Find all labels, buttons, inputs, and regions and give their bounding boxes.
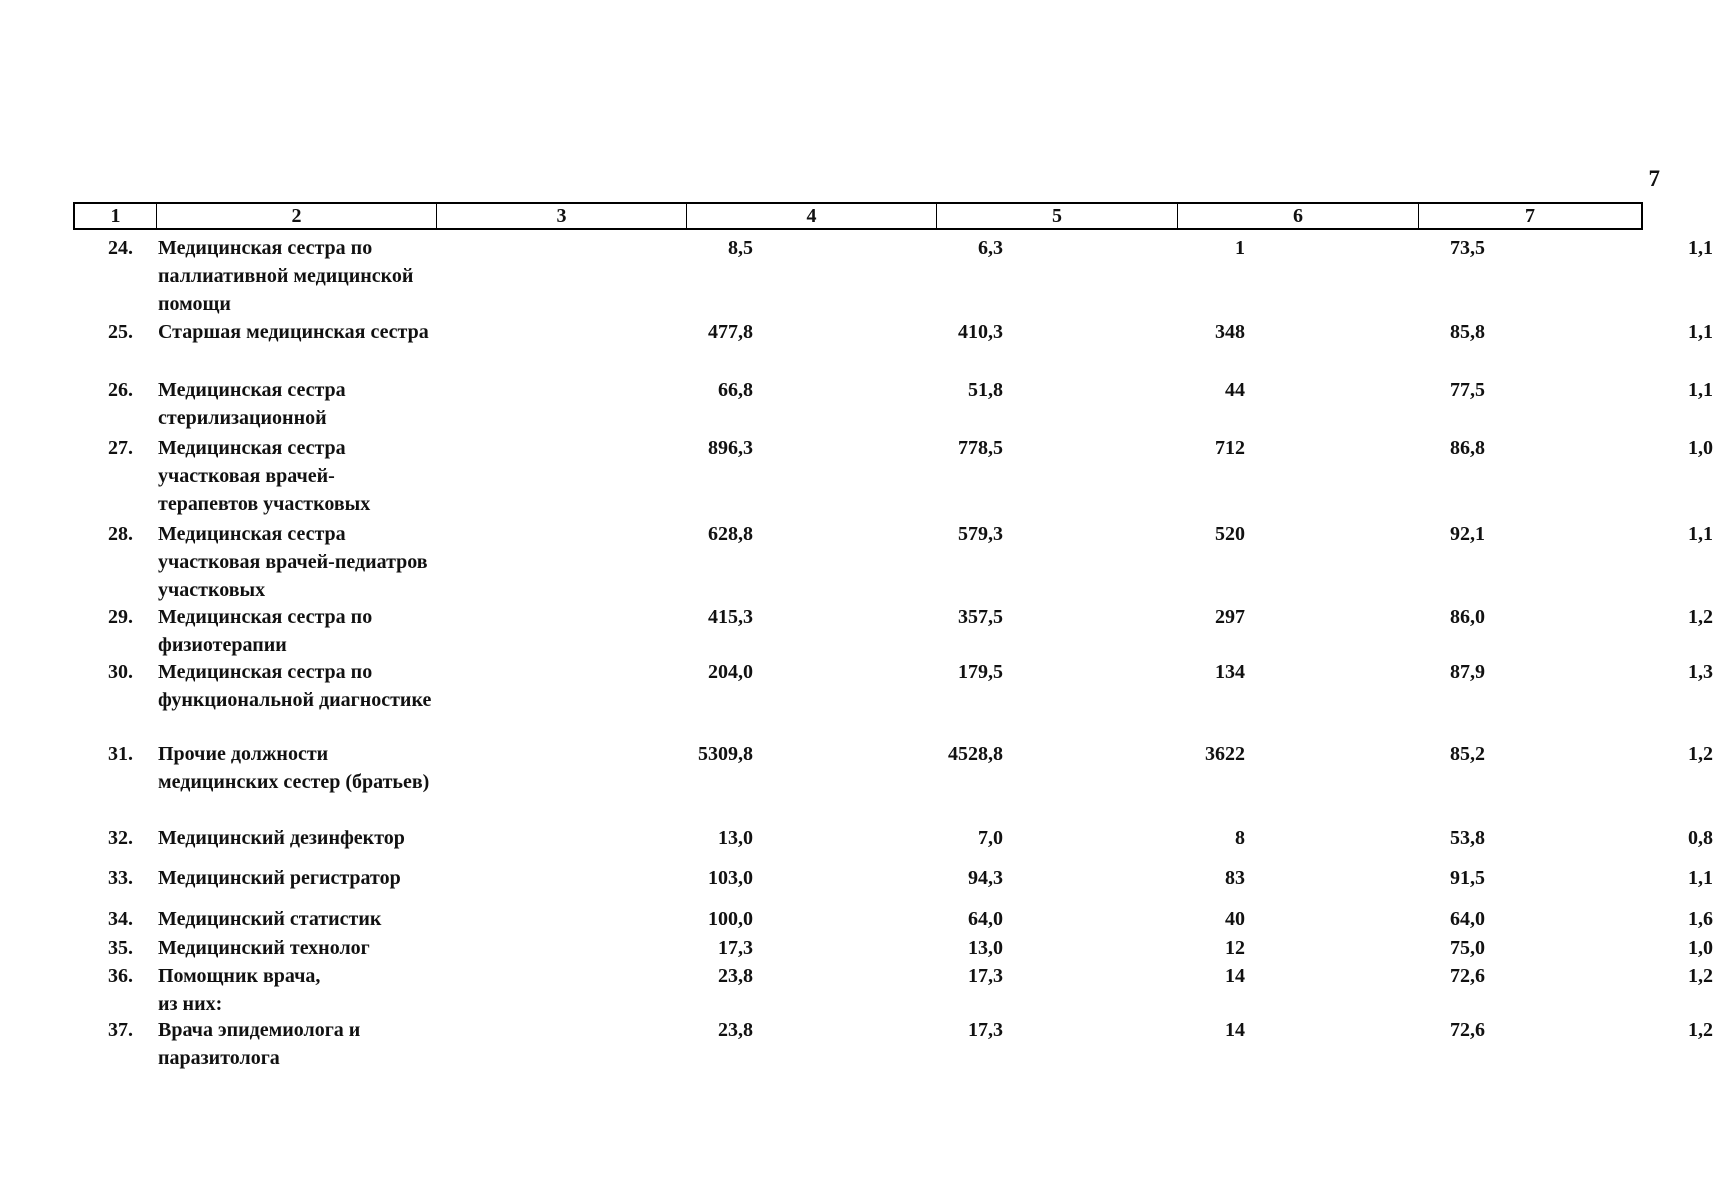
row-value-col5: 8 bbox=[1235, 827, 1245, 849]
row-value-col4: 357,5 bbox=[958, 606, 1003, 628]
row-number: 33. bbox=[108, 867, 133, 889]
row-value-col6: 64,0 bbox=[1450, 908, 1485, 930]
row-value-col4: 17,3 bbox=[968, 1019, 1003, 1041]
row-value-col5: 12 bbox=[1225, 937, 1245, 959]
row-value-col3: 100,0 bbox=[708, 908, 753, 930]
row-name: Медицинский регистратор bbox=[158, 867, 401, 889]
row-value-col6: 75,0 bbox=[1450, 937, 1485, 959]
row-name: Старшая медицинская сестра bbox=[158, 321, 429, 343]
row-value-col4: 94,3 bbox=[968, 867, 1003, 889]
row-value-col4: 13,0 bbox=[968, 937, 1003, 959]
row-value-col6: 86,0 bbox=[1450, 606, 1485, 628]
row-number: 27. bbox=[108, 437, 133, 459]
row-name: Медицинская сестра по физиотерапии bbox=[158, 606, 373, 656]
row-value-col4: 17,3 bbox=[968, 965, 1003, 987]
row-value-col3: 477,8 bbox=[708, 321, 753, 343]
row-number: 32. bbox=[108, 827, 133, 849]
row-name: Медицинская сестра по функциональной диагностике bbox=[158, 661, 432, 711]
row-value-col7: 1,6 bbox=[1688, 908, 1713, 930]
row-value-col7: 1,2 bbox=[1688, 743, 1713, 765]
row-value-col3: 204,0 bbox=[708, 661, 753, 683]
row-value-col6: 72,6 bbox=[1450, 965, 1485, 987]
row-value-col6: 53,8 bbox=[1450, 827, 1485, 849]
row-value-col6: 92,1 bbox=[1450, 523, 1485, 545]
row-value-col4: 579,3 bbox=[958, 523, 1003, 545]
row-number: 34. bbox=[108, 908, 133, 930]
row-number: 28. bbox=[108, 523, 133, 545]
row-value-col6: 72,6 bbox=[1450, 1019, 1485, 1041]
row-value-col5: 297 bbox=[1215, 606, 1245, 628]
row-value-col5: 14 bbox=[1225, 965, 1245, 987]
row-value-col6: 86,8 bbox=[1450, 437, 1485, 459]
row-value-col5: 14 bbox=[1225, 1019, 1245, 1041]
row-value-col6: 85,8 bbox=[1450, 321, 1485, 343]
row-value-col7: 1,1 bbox=[1688, 867, 1713, 889]
row-name: Врача эпидемиолога и паразитолога bbox=[158, 1019, 361, 1069]
row-value-col3: 415,3 bbox=[708, 606, 753, 628]
row-value-col5: 44 bbox=[1225, 379, 1245, 401]
row-value-col6: 77,5 bbox=[1450, 379, 1485, 401]
row-number: 30. bbox=[108, 661, 133, 683]
row-value-col3: 66,8 bbox=[718, 379, 753, 401]
row-value-col3: 17,3 bbox=[718, 937, 753, 959]
row-value-col5: 1 bbox=[1235, 237, 1245, 259]
row-value-col3: 23,8 bbox=[718, 1019, 753, 1041]
row-value-col6: 87,9 bbox=[1450, 661, 1485, 683]
row-name: Медицинский дезинфектор bbox=[158, 827, 405, 849]
row-value-col5: 3622 bbox=[1205, 743, 1245, 765]
row-value-col6: 73,5 bbox=[1450, 237, 1485, 259]
row-number: 37. bbox=[108, 1019, 133, 1041]
row-number: 31. bbox=[108, 743, 133, 765]
row-value-col7: 1,1 bbox=[1688, 379, 1713, 401]
page-number: 7 bbox=[1648, 166, 1660, 191]
row-value-col7: 1,2 bbox=[1688, 965, 1713, 987]
row-value-col7: 1,2 bbox=[1688, 1019, 1713, 1041]
row-number: 26. bbox=[108, 379, 133, 401]
header-col-6: 6 bbox=[1178, 204, 1419, 228]
row-value-col7: 1,1 bbox=[1688, 321, 1713, 343]
row-value-col5: 520 bbox=[1215, 523, 1245, 545]
row-value-col5: 83 bbox=[1225, 867, 1245, 889]
row-name: Помощник врача, из них: bbox=[158, 965, 321, 1015]
row-value-col4: 179,5 bbox=[958, 661, 1003, 683]
row-value-col6: 91,5 bbox=[1450, 867, 1485, 889]
row-value-col7: 1,1 bbox=[1688, 523, 1713, 545]
row-value-col4: 778,5 bbox=[958, 437, 1003, 459]
row-value-col3: 8,5 bbox=[728, 237, 753, 259]
row-value-col5: 348 bbox=[1215, 321, 1245, 343]
row-value-col3: 5309,8 bbox=[698, 743, 753, 765]
row-name: Медицинская сестра участковая врачей-педиатров участковых bbox=[158, 523, 428, 601]
row-value-col4: 410,3 bbox=[958, 321, 1003, 343]
header-col-5: 5 bbox=[937, 204, 1178, 228]
row-value-col7: 1,0 bbox=[1688, 937, 1713, 959]
row-number: 24. bbox=[108, 237, 133, 259]
row-value-col4: 51,8 bbox=[968, 379, 1003, 401]
row-name: Медицинский статистик bbox=[158, 908, 382, 930]
table-header bbox=[73, 202, 1643, 230]
row-number: 29. bbox=[108, 606, 133, 628]
row-name: Медицинская сестра участковая врачей-терапевтов участковых bbox=[158, 437, 371, 515]
row-value-col4: 6,3 bbox=[978, 237, 1003, 259]
row-value-col3: 13,0 bbox=[718, 827, 753, 849]
row-number: 36. bbox=[108, 965, 133, 987]
row-value-col4: 4528,8 bbox=[948, 743, 1003, 765]
row-number: 35. bbox=[108, 937, 133, 959]
row-value-col7: 1,2 bbox=[1688, 606, 1713, 628]
row-name: Медицинская сестра по паллиативной медицинской помощи bbox=[158, 237, 414, 315]
row-name: Медицинский технолог bbox=[158, 937, 370, 959]
row-value-col5: 134 bbox=[1215, 661, 1245, 683]
row-value-col6: 85,2 bbox=[1450, 743, 1485, 765]
row-value-col7: 0,8 bbox=[1688, 827, 1713, 849]
row-value-col7: 1,1 bbox=[1688, 237, 1713, 259]
row-value-col4: 64,0 bbox=[968, 908, 1003, 930]
header-col-1: 1 bbox=[75, 204, 157, 228]
row-value-col5: 712 bbox=[1215, 437, 1245, 459]
row-number: 25. bbox=[108, 321, 133, 343]
header-col-7: 7 bbox=[1525, 205, 1535, 227]
row-value-col3: 23,8 bbox=[718, 965, 753, 987]
header-col-4: 4 bbox=[687, 204, 937, 228]
header-col-3: 3 bbox=[437, 204, 687, 228]
row-value-col4: 7,0 bbox=[978, 827, 1003, 849]
row-value-col3: 628,8 bbox=[708, 523, 753, 545]
header-col-2: 2 bbox=[157, 204, 437, 228]
row-value-col5: 40 bbox=[1225, 908, 1245, 930]
row-value-col7: 1,3 bbox=[1688, 661, 1713, 683]
row-value-col3: 103,0 bbox=[708, 867, 753, 889]
row-value-col7: 1,0 bbox=[1688, 437, 1713, 459]
row-name: Медицинская сестра стерилизационной bbox=[158, 379, 346, 429]
row-value-col3: 896,3 bbox=[708, 437, 753, 459]
row-name: Прочие должности медицинских сестер (братьев) bbox=[158, 743, 430, 793]
